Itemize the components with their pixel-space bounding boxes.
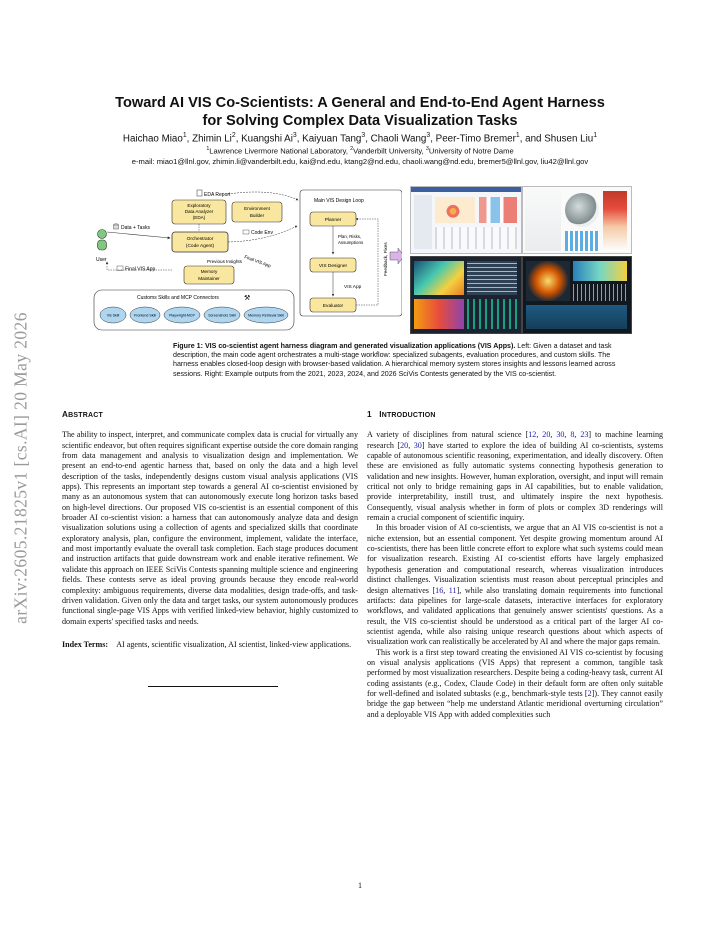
paragraph-text: ] have started to explore the idea of building AI co-scientists, systems capable of autonomous scientific reasoning, experimentation, and ideally discovery. Often these are envisioned as fully automatic systems connecting hypothesis generation to validation and new insights. However, human exploration, oversight, and input will remain critical not only to bridge remaining gaps in AI capabilities, but to enable validation, provide interpretability, instill trust, and ultimately inspire the next hypothesis. Consequently, visual analysis whether in form of plots or complex 3D renderings will remain a crucial component of scientific inquiry. (367, 440, 663, 523)
intro-paragraph-2 (367, 523, 663, 647)
harness-diagram (92, 186, 402, 332)
paragraph-text: , (550, 430, 557, 440)
title-line-1: Toward AI VIS Co-Scientists: A General and End-to-End Agent Harness (115, 95, 605, 111)
database-icon (114, 224, 119, 229)
index-terms (62, 640, 358, 650)
output-arrow (390, 248, 402, 264)
caption-text: Left: Given a dataset and task description, the main code agent orchestrates a multi-stage workflow: specialized subagents, evaluation procedures, and custom skills. The harness enables closed-loop design with browser-based validation. A hierarchical memory system stores insights and lessons learned across sessions. Right: Example outputs from the 2021, 2023, 2024, and 2026 SciVis Contests generated by the VIS co-scientist. (173, 342, 616, 378)
author-mark: 3 (426, 132, 431, 139)
designer-label: VIS Designer (318, 264, 348, 269)
env-builder-line2: Builder (249, 213, 265, 218)
previous-insights-label: Previous Insights (207, 259, 242, 264)
abstract-heading: ABSTRACT (62, 410, 103, 419)
example-app-2023 (522, 186, 632, 254)
author-mark: 1 (593, 132, 598, 139)
author-name: Kaiyuan Tang (302, 133, 362, 145)
figure-1 (92, 186, 630, 332)
figure-caption (173, 342, 637, 379)
citation-link[interactable]: 30 (413, 440, 422, 450)
affiliation-name: University of Notre Dame (428, 146, 514, 156)
author-mark: 3 (361, 132, 366, 139)
paragraph-text: , (564, 430, 571, 440)
code-env-label: Code Env (251, 230, 273, 236)
author-name: Kuangshi Ai (241, 133, 293, 145)
affiliation-mark: 2 (350, 146, 354, 152)
loop-title: Main VIS Design Loop (314, 198, 364, 204)
paragraph-text: ], while also translating domain requirements into functional artifacts: data pipelines for large-scale datasets, interactive interfaces for exploratory workflows, and validated applications that genuinely answer scientists' questions. As a result, the VIS co-scientist should be understood as a critical part of the larger AI co-scientist agenda, while also raising unique research questions about which aspects of visualization work can realistically be accelerated by AI and where the major gaps remain. (367, 585, 663, 647)
citation-link[interactable]: 8 (570, 430, 575, 440)
left-column (62, 410, 358, 687)
planner-label: Planner (324, 218, 342, 223)
citation-link[interactable]: 30 (556, 430, 565, 440)
author-name: Shusen Liu (544, 133, 594, 145)
page-number: 1 (358, 881, 362, 890)
skill-pill-label: Playwright-MCP (169, 313, 195, 318)
author-mark: 2 (231, 132, 236, 139)
env-builder-line1: Environment (244, 206, 270, 211)
citation-link[interactable]: 11 (448, 585, 457, 595)
app-icon (117, 266, 123, 271)
env-builder-box (232, 202, 282, 222)
author-mark: 3 (292, 132, 297, 139)
affiliation-mark: 1 (206, 146, 210, 152)
citation-link[interactable]: 12 (528, 430, 537, 440)
eda-report-label: EDA Report (204, 192, 231, 198)
skill-pills (100, 307, 288, 323)
feedback-label: Feedback, Fixes (383, 242, 388, 276)
final-app-label-left: Final VIS App (125, 266, 156, 273)
author-list: Haichao Miao$^1$, Zhimin Li$^2$, Kuangshi Ai$^3$, Kaiyuan Tang$^3$, Chaoli Wang$^3$, Peer-Timo Bremer$^1$, and Shusen Liu$^1$ (122, 132, 598, 145)
document-icon (197, 190, 202, 196)
tools-icon: ⚒ (244, 295, 251, 302)
email-line: e-mail: miao1@llnl.gov, zhimin.li@vanderbilt.edu, kai@nd.edu, ktang2@nd.edu, chaoli.wang@nd.edu, bremer5@llnl.gov, liu42@llnl.gov (131, 157, 589, 166)
skill-pill-label: Vis Skill (106, 313, 120, 318)
code-icon (243, 230, 249, 234)
paragraph-text: ]). They cannot easily bridge the gap between “help me understand Atlantic meridional overturning circulation” and a deployable VIS App with added complexities such (367, 688, 664, 719)
paragraph-text: , (443, 585, 449, 595)
intro-paragraph-1 (367, 430, 663, 523)
abstract-text: The ability to inspect, interpret, and communicate complex data is crucial for virtually any scientific endeavor, but often requires significant expertise outside the core domain ranging from data management and analysis to visualization design and implementation. We present an end-to-end agentic harness that, based on only the data and a high level description of the tasks, independently designs custom visual analysis applications (VIS apps). This represents an important step towards a general AI co-scientist envisioned by many as an autonomous system that can autonomously execute long horizon tasks based on high-level directions. Our proposed VIS co-scientist is an essential component of this broader AI co-scientist vision: a harness that can autonomously analyze data and design visualization solutions using a collection of agents and specialized skills that coordinate exploratory analysis, plan, configure the environment, implement, validate the interface, and most importantly evaluate the overall task completion. Each stage produces document and instruction artifacts that guide downstream work and enable iterative refinement. We validate this approach on IEEE SciVis Contests spanning multiple science and engineering fields. These contests serve as ideal proving grounds because they encode real-world complexity: ambiguous requirements, diverse data modalities, design trade-offs, and task-driven validation. Given only the data and target tasks, our system autonomously produces functional single-page VIS Apps with verified linked-view behavior, highly customized to domain experts' specified tasks and needs. (62, 430, 358, 626)
eda-agent-line2: Data Analyzer (184, 209, 214, 214)
affiliation-name: Vanderbilt University (353, 146, 422, 156)
memory-line1: Memory (200, 269, 218, 274)
caption-bold: VIS co-scientist agent harness diagram and generated visualization applications (VIS Apps). (204, 342, 516, 350)
evaluator-label: Evaluator (322, 304, 344, 309)
skill-pill-label: Screenshots Skill (208, 313, 236, 318)
author-name: Zhimin Li (192, 133, 232, 145)
skill-pill-label: Frontend Skill (134, 313, 156, 318)
affiliations: $^1$Lawrence Livermore National Laboratory, $^2$Vanderbilt University, $^3$University of Notre Dame (206, 146, 514, 156)
citation-link[interactable]: 20 (400, 440, 409, 450)
plan-label-line2: Assumptions (338, 240, 364, 245)
paragraph-text: , (574, 430, 581, 440)
citation-link[interactable]: 2 (587, 688, 592, 698)
intro-heading: 1 INTRODUCTION (367, 410, 436, 419)
orchestrator-box (172, 232, 228, 252)
footnote-rule (148, 686, 278, 687)
paragraph-text: A variety of disciplines from natural science [ (367, 430, 529, 440)
citation-link[interactable]: 20 (542, 430, 551, 440)
author-name: Peer-Timo Bremer (435, 133, 516, 145)
vis-app-label: VIS App (344, 285, 362, 290)
orchestrator-line2: (Code Agent) (185, 244, 215, 249)
paragraph-text: This work is a first step toward creating the envisioned AI VIS co-scientist by focusing on visual analysis applications (VIS Apps) that represent a common, tangible task performed by most visualization researchers. Despite being a coding-heavy task, current AI coding assistants (e.g., Codex, Claude Code) in their default form are often only suitable for well-defined and isolated subtasks (e.g., benchmark-style tests [ (367, 647, 663, 698)
example-app-2021-a (410, 186, 522, 254)
memory-line2: Maintainer (198, 276, 220, 281)
author-name: Chaoli Wang (370, 133, 427, 145)
title-line-2: for Solving Complex Data Visualization Tasks (202, 113, 518, 129)
caption-label: Figure 1: (173, 342, 203, 350)
right-column (367, 410, 663, 720)
index-terms-label: Index Terms: (62, 639, 109, 649)
intro-paragraph-3 (367, 648, 663, 720)
skills-title: Customs Skills and MCP Connectors (137, 295, 219, 301)
eda-agent-line3: (EDA) (192, 215, 206, 220)
affiliation-mark: 3 (425, 146, 429, 152)
citation-link[interactable]: 23 (580, 430, 589, 440)
final-app-label-right: Final VIS App (243, 254, 272, 269)
arxiv-stamp: arXiv:2605.21825v1 [cs.AI] 20 May 2026 (10, 312, 31, 624)
citation-link[interactable]: 16 (435, 585, 444, 595)
paragraph-text: , (408, 440, 414, 450)
author-mark: 1 (515, 132, 520, 139)
example-app-2024 (410, 256, 522, 334)
author-name: Haichao Miao (122, 133, 183, 145)
intro-number: 1 (367, 410, 372, 419)
example-app-2026 (522, 256, 632, 334)
plan-label-line1: Plan, Risks, (338, 234, 362, 239)
user-label: User (96, 257, 107, 263)
paragraph-text: , (536, 430, 543, 440)
skill-pill-label: Memory Retrieval Skill (248, 313, 284, 318)
affiliation-name: Lawrence Livermore National Laboratory (209, 146, 346, 156)
data-tasks-label: Data + Tasks (121, 225, 150, 231)
eda-agent-line1: Exploratory (187, 203, 211, 208)
paragraph-text: ] to machine learning research [ (367, 430, 664, 450)
author-mark: 1 (182, 132, 187, 139)
user-icon (98, 230, 107, 251)
paragraph-text: In this broader vision of AI co-scientists, we argue that an AI VIS co-scientist is not a niche extension, but an essential component. Yet despite growing momentum around AI co-scientists, there has been little concrete effort to explore what such systems could mean for visualization research. Existing AI co-scientist efforts have largely emphasized hypothesis generation and computational research, whereas visualization introduces distinct challenges. Visualization scientists must reason about perceptual principles and design alternatives [ (367, 523, 663, 595)
paper-title (60, 94, 660, 130)
orchestrator-line1: Orchestrator (186, 237, 214, 242)
index-terms-text: AI agents, scientific visualization, AI scientist, linked-view applications. (116, 639, 352, 649)
